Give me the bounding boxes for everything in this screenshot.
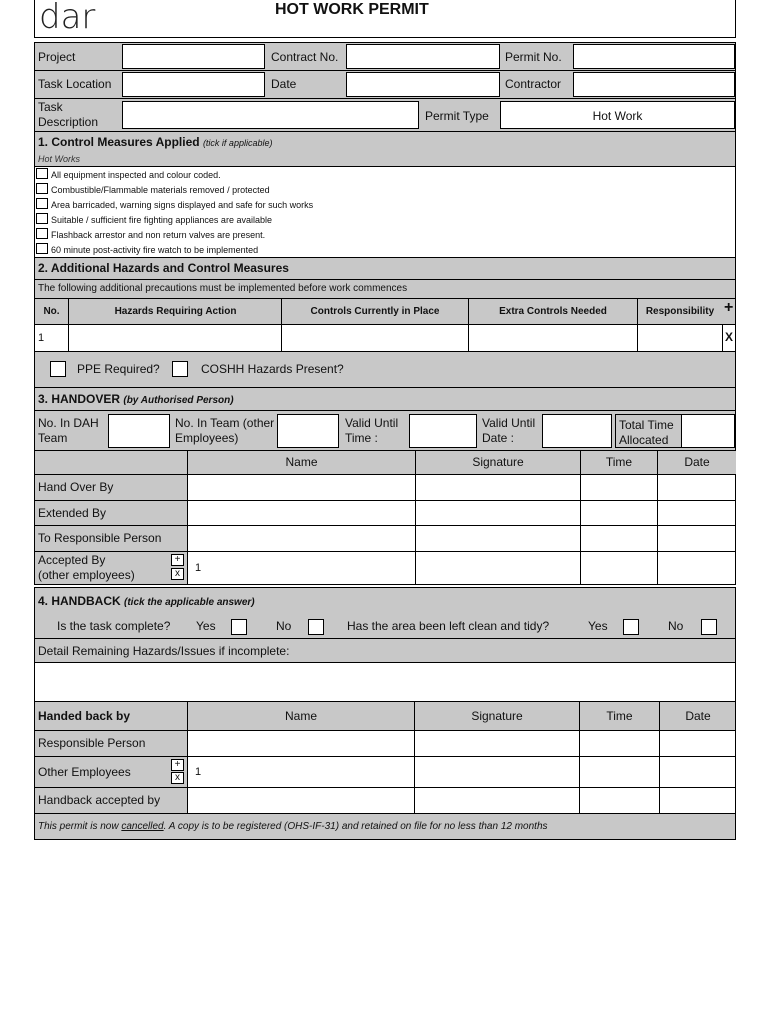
ppe-row <box>34 352 736 388</box>
check-5[interactable] <box>36 228 48 239</box>
handback-row-responsible <box>34 731 736 757</box>
handback-row-accepted <box>34 788 736 814</box>
contractor-label: Contractor <box>505 77 562 91</box>
area-clean-no-checkbox[interactable] <box>701 619 717 635</box>
info-row-1 <box>34 42 736 71</box>
detail-row <box>34 639 736 663</box>
section2-precautions <box>34 280 736 299</box>
task-complete-no-checkbox[interactable] <box>308 619 324 635</box>
no-team-label-2: Employees) <box>175 431 239 445</box>
accepted-add-button[interactable]: + <box>171 554 184 566</box>
check-1[interactable] <box>36 168 48 179</box>
permit-type-label: Permit Type <box>425 109 489 123</box>
task-description-field[interactable] <box>122 101 419 129</box>
total-time-field[interactable] <box>681 414 735 448</box>
valid-time-label-1: Valid Until <box>345 416 399 430</box>
permit-type-field[interactable] <box>500 101 735 129</box>
area-clean-no-label: No <box>668 619 684 633</box>
accepted-row-no: 1 <box>195 562 202 574</box>
hazard-row-no: 1 <box>38 332 45 344</box>
remove-row-button[interactable]: X <box>725 330 734 344</box>
section4-title: 4. HANDBACK (tick the applicable answer) <box>38 594 255 608</box>
section1-title: 1. Control Measures Applied (tick if applicable) <box>38 135 273 149</box>
permit-no-label: Permit No. <box>505 50 562 64</box>
area-clean-yes-label: Yes <box>588 619 608 633</box>
valid-time-label-2: Time : <box>345 431 378 445</box>
no-team-label-1: No. In Team (other <box>175 416 275 430</box>
accepted-by-label-2: (other employees) <box>38 568 135 582</box>
check-6[interactable] <box>36 243 48 254</box>
contract-no-field[interactable] <box>346 44 500 69</box>
coshh-checkbox[interactable] <box>172 361 188 377</box>
col-controls: Controls Currently in Place <box>310 306 440 317</box>
col-responsibility: Responsibility <box>645 306 715 317</box>
handback-responsible-label: Responsible Person <box>38 736 146 750</box>
handback-add-button[interactable]: + <box>171 759 184 771</box>
section1-subtitle: Hot Works <box>38 154 81 164</box>
page-title: HOT WORK PERMIT <box>275 1 429 18</box>
detail-field[interactable] <box>34 663 736 702</box>
total-time-label-1: Total Time <box>619 418 674 432</box>
header-box <box>34 0 736 38</box>
detail-label: Detail Remaining Hazards/Issues if incomplete: <box>38 644 290 658</box>
project-label: Project <box>38 50 76 64</box>
section3-header <box>34 388 736 411</box>
info-row-3 <box>34 99 736 132</box>
handover-row-2 <box>34 501 736 526</box>
check-2[interactable] <box>36 183 48 194</box>
check-3[interactable] <box>36 198 48 209</box>
logo: dar <box>39 0 96 37</box>
check-4[interactable] <box>36 213 48 224</box>
handover-row-3 <box>34 526 736 552</box>
valid-date-field[interactable] <box>542 414 612 448</box>
task-complete-yes-label: Yes <box>196 619 216 633</box>
col-hazards: Hazards Requiring Action <box>114 306 237 317</box>
handover-row-1 <box>34 475 736 501</box>
contractor-field[interactable] <box>573 72 735 97</box>
handover-by-label: Hand Over By <box>38 480 114 494</box>
task-location-label: Task Location <box>38 77 112 91</box>
handback-col-time: Time <box>606 709 633 723</box>
handback-table-header <box>34 702 736 731</box>
handover-col-date: Date <box>684 455 710 469</box>
handed-back-by-label: Handed back by <box>38 709 131 723</box>
hazard-table-header <box>34 299 736 325</box>
handback-remove-button[interactable]: x <box>171 772 184 784</box>
total-time-label-2: Allocated <box>619 433 669 447</box>
section2-title: 2. Additional Hazards and Control Measures <box>38 261 289 275</box>
task-description-label-2: Description <box>38 115 99 129</box>
responsible-person-label: To Responsible Person <box>38 531 162 545</box>
task-complete-yes-checkbox[interactable] <box>231 619 247 635</box>
contract-no-label: Contract No. <box>271 50 339 64</box>
valid-date-label-2: Date : <box>482 431 515 445</box>
check-item-4: Suitable / sufficient fire fighting appliances are available <box>51 215 272 225</box>
no-dah-label-2: Team <box>38 431 68 445</box>
valid-time-field[interactable] <box>409 414 477 448</box>
add-row-button[interactable]: + <box>724 299 734 316</box>
date-label: Date <box>271 77 297 91</box>
task-complete-no-label: No <box>276 619 292 633</box>
footer-note <box>34 814 736 840</box>
handover-col-time: Time <box>605 455 633 469</box>
check-item-2: Combustible/Flammable materials removed / protected <box>51 185 270 195</box>
accepted-by-label-1: Accepted By <box>38 553 106 567</box>
handover-row-accepted <box>34 552 736 585</box>
check-item-1: All equipment inspected and colour coded. <box>51 170 221 180</box>
section1-header <box>34 132 736 167</box>
section3-title: 3. HANDOVER (by Authorised Person) <box>38 392 234 406</box>
col-no: No. <box>43 306 60 317</box>
no-dah-field[interactable] <box>108 414 170 448</box>
handover-table-header <box>34 451 736 475</box>
section4-header <box>34 587 736 639</box>
info-row-2 <box>34 71 736 99</box>
handback-row-other <box>34 757 736 788</box>
check-item-3: Area barricaded, warning signs displayed and safe for such works <box>51 200 314 210</box>
handover-col-name: Name <box>285 455 318 469</box>
col-extra: Extra Controls Needed <box>499 306 607 317</box>
total-time-box <box>615 414 735 448</box>
ppe-checkbox[interactable] <box>50 361 66 377</box>
extended-by-label: Extended By <box>38 506 107 520</box>
handback-row-no: 1 <box>195 766 202 778</box>
handback-col-signature: Signature <box>471 709 523 723</box>
hazard-table-row <box>34 325 736 352</box>
handback-other-label: Other Employees <box>38 765 131 779</box>
handover-col-signature: Signature <box>472 455 524 469</box>
task-location-field[interactable] <box>122 72 265 97</box>
area-clean-label: Has the area been left clean and tidy? <box>347 619 550 633</box>
check-item-6: 60 minute post-activity fire watch to be implemented <box>51 245 259 255</box>
coshh-label: COSHH Hazards Present? <box>201 362 344 376</box>
section2-header <box>34 258 736 280</box>
date-field[interactable] <box>346 72 500 97</box>
team-row <box>34 411 736 451</box>
no-team-field[interactable] <box>277 414 339 448</box>
accepted-remove-button[interactable]: x <box>171 568 184 580</box>
permit-no-field[interactable] <box>573 44 735 69</box>
handback-accepted-label: Handback accepted by <box>38 793 161 807</box>
ppe-label: PPE Required? <box>77 362 160 376</box>
permit-type-value: Hot Work <box>592 109 643 123</box>
precautions-text: The following additional precautions must be implemented before work commences <box>38 283 408 294</box>
footer-text: This permit is now cancelled. A copy is to be registered (OHS-IF-31) and retained on file for no less than 12 months <box>38 821 548 832</box>
check-item-5: Flashback arrestor and non return valves are present. <box>51 230 266 240</box>
task-description-label-1: Task <box>38 100 63 114</box>
valid-date-label-1: Valid Until <box>482 416 536 430</box>
area-clean-yes-checkbox[interactable] <box>623 619 639 635</box>
section1-checklist <box>34 167 736 258</box>
project-field[interactable] <box>122 44 265 69</box>
handback-col-name: Name <box>284 709 317 723</box>
task-complete-label: Is the task complete? <box>57 619 171 633</box>
handback-col-date: Date <box>685 709 711 723</box>
no-dah-label-1: No. In DAH <box>38 416 99 430</box>
